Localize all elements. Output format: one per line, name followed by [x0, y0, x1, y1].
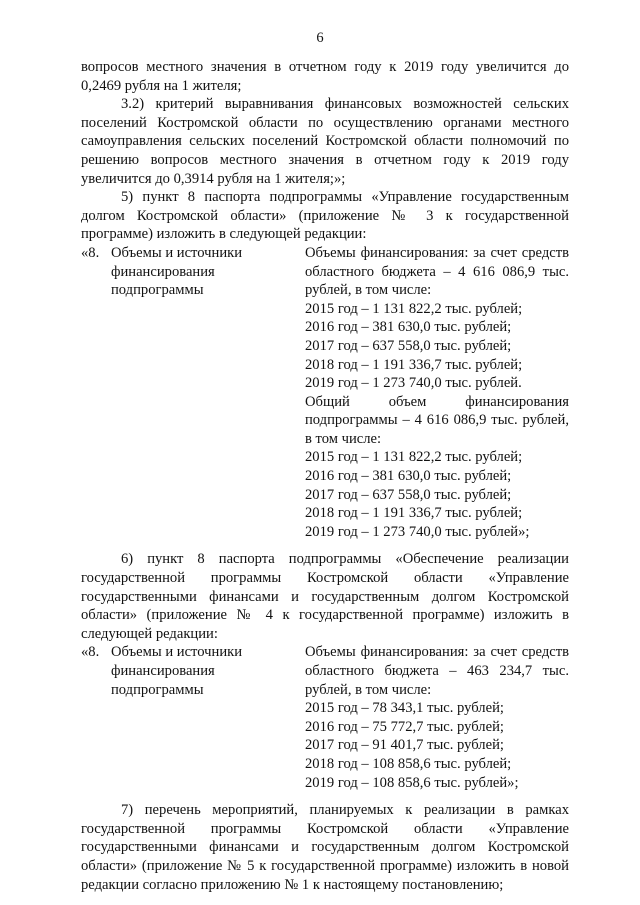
page-number: 6 [316, 30, 324, 46]
paragraph-6: 6) пункт 8 паспорта подпрограммы «Обеспечение реализации государственной программы Костромской области «Управление государственными финансами и государственным долгом Костромской области» (приложение № 4 к государственной программе) изложить в следующей редакции: [81, 551, 569, 642]
table1-line: 2016 год – 381 630,0 тыс. рублей; [305, 468, 512, 485]
table2-line: 2018 год – 108 858,6 тыс. рублей; [305, 755, 512, 772]
table1-line: 2017 год – 637 558,0 тыс. рублей; [305, 486, 512, 503]
table2-line: 2016 год – 75 772,7 тыс. рублей; [305, 718, 504, 735]
document-body [81, 58, 569, 894]
table2-line: Объемы финансирования: за счет средств областного бюджета – 463 234,7 тыс. рублей, в том числе: [305, 644, 569, 698]
table2-line: 2019 год – 108 858,6 тыс. рублей»; [305, 774, 519, 791]
table1-line: 2019 год – 1 273 740,0 тыс. рублей. [305, 375, 522, 392]
passport-table-1-label-cell [81, 244, 305, 542]
passport-table-2-item-number: «8. [81, 644, 100, 661]
paragraph-intro: вопросов местного значения в отчетном году к 2019 году увеличится до 0,2469 рубля на 1 жителя; [81, 59, 569, 94]
passport-table-2-label-cell [81, 643, 305, 792]
paragraph-5: 5) пункт 8 паспорта подпрограммы «Управление государственным долгом Костромской области» (приложение № 3 к государственной программе) изложить в следующей редакции: [81, 189, 569, 243]
table1-line: 2015 год – 1 131 822,2 тыс. рублей; [305, 300, 523, 317]
table1-line: 2017 год – 637 558,0 тыс. рублей; [305, 337, 512, 354]
table1-line: 2018 год – 1 191 336,7 тыс. рублей; [305, 356, 523, 373]
table2-line: 2015 год – 78 343,1 тыс. рублей; [305, 700, 504, 717]
table2-line: 2017 год – 91 401,7 тыс. рублей; [305, 737, 504, 754]
passport-table-2 [81, 643, 569, 792]
paragraph-3-2: 3.2) критерий выравнивания финансовых возможностей сельских поселений Костромской области по осуществлению органами местного самоуправления сельских поселений Костромской области полномочий по решению вопросов местного значения в отчетном году к 2019 году увеличится до 0,3914 рубля на 1 жителя;»; [81, 96, 569, 187]
table1-line: 2019 год – 1 273 740,0 тыс. рублей»; [305, 523, 530, 540]
passport-table-1-item-number: «8. [81, 244, 100, 261]
passport-table-1 [81, 244, 569, 542]
table1-line: Объемы финансирования: за счет средств областного бюджета – 4 616 086,9 тыс. рублей, в том числе: [305, 244, 569, 299]
passport-table-1-values [305, 244, 569, 542]
passport-table-1-label: Объемы и источники финансирования подпрограммы [111, 244, 243, 299]
paragraph-7: 7) перечень мероприятий, планируемых к реализации в рамках государственной программы Костромской области «Управление государственными финансами и государственным долгом Костромской области» (приложение № 5 к государственной программе) изложить в новой редакции согласно приложению № 1 к настоящему постановлению; [81, 802, 569, 893]
passport-table-2-label: Объемы и источники финансирования подпрограммы [111, 644, 243, 698]
table1-line: 2016 год – 381 630,0 тыс. рублей; [305, 319, 512, 336]
table1-line: 2015 год – 1 131 822,2 тыс. рублей; [305, 449, 523, 466]
passport-table-2-values [305, 643, 569, 792]
table1-line: Общий объем финансирования подпрограммы – 4 616 086,9 тыс. рублей, в том числе: [305, 393, 569, 447]
table1-line: 2018 год – 1 191 336,7 тыс. рублей; [305, 505, 523, 522]
